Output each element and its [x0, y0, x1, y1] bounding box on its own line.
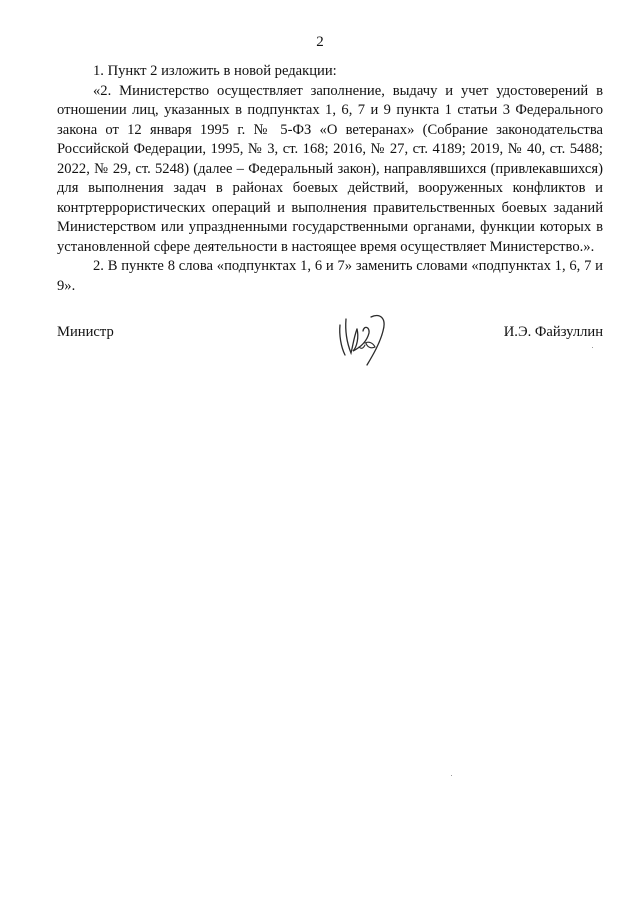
signature-icon [333, 307, 393, 369]
signatory-title: Министр [57, 324, 114, 340]
paragraph-2: «2. Министерство осуществляет заполнение, выдачу и учет удостоверений в отношении лиц, указанных в подпунктах 1, 6, 7 и 9 пункта 1 статьи 3 Федерального закона от 12 января 1995 г. № 5-ФЗ «О ветеранах» (Собрание законодательства Российской Федерации, 1995, № 3, ст. 168; 2016, № 27, ст. 4189; 2019, № 40, ст. 5488; 2022, № 29, ст. 5248) (далее – Федеральный закон), направлявшихся (привлекавшихся) для выполнения задач в районах боевых действий, вооруженных конфликтов и контртеррористических операций и выполнения правительственных боевых заданий Министерством или упраздненными государственными органами, функции которых в установленной сфере деятельности в настоящее время осуществляет Министерство.». [57, 82, 603, 255]
scan-speck [592, 347, 593, 348]
page-number: 2 [316, 34, 324, 50]
document-body [57, 62, 603, 296]
signature-block [57, 323, 603, 343]
signatory-name: И.Э. Файзуллин [503, 324, 603, 340]
paragraph-1: 1. Пункт 2 изложить в новой редакции: [93, 63, 337, 79]
scan-speck [451, 775, 452, 776]
paragraph-3: 2. В пункте 8 слова «подпунктах 1, 6 и 7» заменить словами «подпунктах 1, 6, 7 и 9». [57, 258, 603, 294]
